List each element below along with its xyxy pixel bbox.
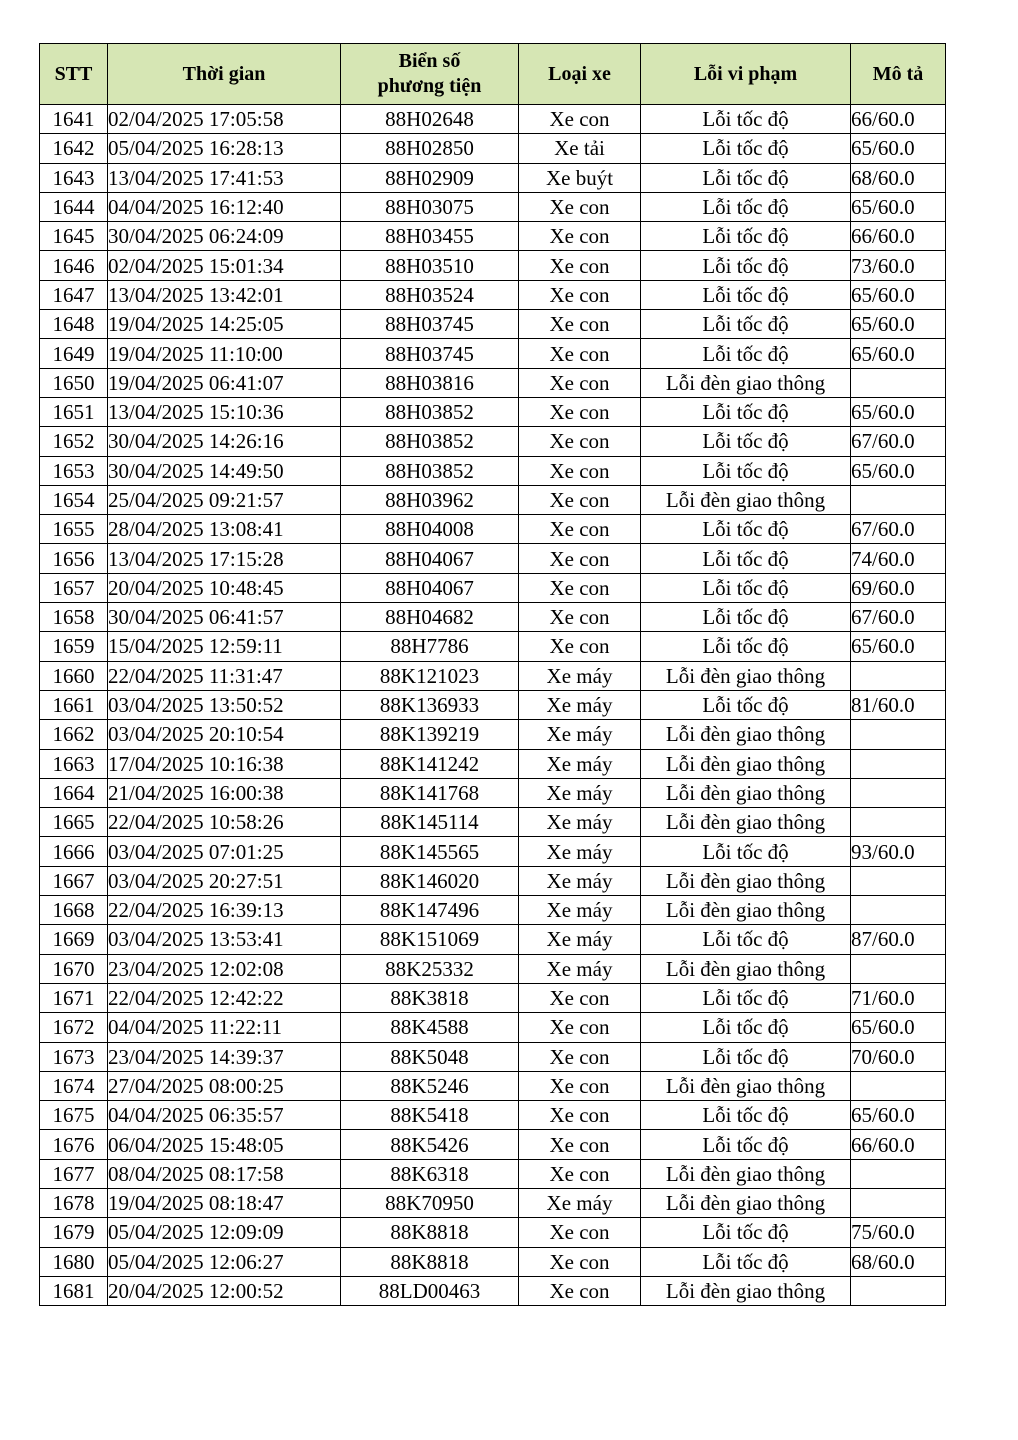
- cell-time: 22/04/2025 10:58:26: [108, 808, 341, 837]
- table-row: [40, 925, 946, 954]
- cell-time: 19/04/2025 14:25:05: [108, 310, 341, 339]
- cell-violation: Lỗi tốc độ: [641, 1042, 851, 1071]
- cell-time: 19/04/2025 11:10:00: [108, 339, 341, 368]
- cell-description: 65/60.0: [851, 456, 946, 485]
- table-row: [40, 866, 946, 895]
- table-row: [40, 485, 946, 514]
- cell-violation: Lỗi tốc độ: [641, 983, 851, 1012]
- cell-time: 21/04/2025 16:00:38: [108, 778, 341, 807]
- cell-violation: Lỗi tốc độ: [641, 310, 851, 339]
- table-row: [40, 661, 946, 690]
- cell-violation: Lỗi tốc độ: [641, 925, 851, 954]
- cell-description: 74/60.0: [851, 544, 946, 573]
- cell-vehicle-type: Xe con: [519, 105, 641, 134]
- cell-description: [851, 1276, 946, 1305]
- cell-plate: 88H03816: [341, 368, 519, 397]
- cell-plate: 88K8818: [341, 1218, 519, 1247]
- table-row: [40, 1247, 946, 1276]
- cell-time: 06/04/2025 15:48:05: [108, 1130, 341, 1159]
- header-violation: Lỗi vi phạm: [641, 44, 851, 105]
- cell-description: 66/60.0: [851, 222, 946, 251]
- cell-stt: 1652: [40, 427, 108, 456]
- cell-stt: 1655: [40, 515, 108, 544]
- cell-violation: Lỗi tốc độ: [641, 134, 851, 163]
- cell-time: 05/04/2025 16:28:13: [108, 134, 341, 163]
- cell-violation: Lỗi tốc độ: [641, 544, 851, 573]
- cell-violation: Lỗi đèn giao thông: [641, 954, 851, 983]
- cell-time: 22/04/2025 12:42:22: [108, 983, 341, 1012]
- cell-plate: 88K70950: [341, 1188, 519, 1217]
- cell-description: [851, 866, 946, 895]
- cell-description: [851, 954, 946, 983]
- table-row: [40, 808, 946, 837]
- cell-plate: 88K5426: [341, 1130, 519, 1159]
- cell-stt: 1674: [40, 1071, 108, 1100]
- cell-time: 19/04/2025 08:18:47: [108, 1188, 341, 1217]
- table-row: [40, 983, 946, 1012]
- table-row: [40, 1013, 946, 1042]
- cell-plate: 88K25332: [341, 954, 519, 983]
- cell-vehicle-type: Xe con: [519, 1042, 641, 1071]
- cell-violation: Lỗi đèn giao thông: [641, 368, 851, 397]
- table-row: [40, 1071, 946, 1100]
- table-row: [40, 1159, 946, 1188]
- cell-plate: 88K121023: [341, 661, 519, 690]
- cell-vehicle-type: Xe máy: [519, 837, 641, 866]
- cell-vehicle-type: Xe con: [519, 1071, 641, 1100]
- cell-vehicle-type: Xe con: [519, 1276, 641, 1305]
- cell-description: 68/60.0: [851, 1247, 946, 1276]
- cell-plate: 88H03524: [341, 280, 519, 309]
- cell-vehicle-type: Xe con: [519, 515, 641, 544]
- cell-vehicle-type: Xe con: [519, 368, 641, 397]
- cell-vehicle-type: Xe con: [519, 1101, 641, 1130]
- cell-vehicle-type: Xe con: [519, 339, 641, 368]
- cell-description: 87/60.0: [851, 925, 946, 954]
- cell-plate: 88K139219: [341, 720, 519, 749]
- cell-description: 67/60.0: [851, 603, 946, 632]
- cell-vehicle-type: Xe máy: [519, 808, 641, 837]
- cell-plate: 88LD00463: [341, 1276, 519, 1305]
- cell-violation: Lỗi tốc độ: [641, 690, 851, 719]
- table-row: [40, 1130, 946, 1159]
- cell-plate: 88H03962: [341, 485, 519, 514]
- table-row: [40, 1276, 946, 1305]
- cell-time: 22/04/2025 11:31:47: [108, 661, 341, 690]
- cell-vehicle-type: Xe con: [519, 310, 641, 339]
- cell-violation: Lỗi tốc độ: [641, 105, 851, 134]
- cell-violation: Lỗi tốc độ: [641, 515, 851, 544]
- cell-violation: Lỗi đèn giao thông: [641, 749, 851, 778]
- cell-plate: 88H04067: [341, 573, 519, 602]
- cell-stt: 1668: [40, 896, 108, 925]
- cell-description: 65/60.0: [851, 1013, 946, 1042]
- cell-plate: 88K3818: [341, 983, 519, 1012]
- cell-vehicle-type: Xe con: [519, 1013, 641, 1042]
- cell-stt: 1680: [40, 1247, 108, 1276]
- table-row: [40, 456, 946, 485]
- cell-description: 68/60.0: [851, 163, 946, 192]
- table-row: [40, 251, 946, 280]
- cell-stt: 1648: [40, 310, 108, 339]
- cell-vehicle-type: Xe con: [519, 192, 641, 221]
- table-row: [40, 1101, 946, 1130]
- cell-stt: 1669: [40, 925, 108, 954]
- cell-description: 65/60.0: [851, 632, 946, 661]
- cell-time: 03/04/2025 20:27:51: [108, 866, 341, 895]
- cell-stt: 1670: [40, 954, 108, 983]
- cell-stt: 1676: [40, 1130, 108, 1159]
- cell-stt: 1658: [40, 603, 108, 632]
- cell-description: [851, 661, 946, 690]
- cell-time: 02/04/2025 17:05:58: [108, 105, 341, 134]
- cell-description: 67/60.0: [851, 427, 946, 456]
- cell-vehicle-type: Xe máy: [519, 925, 641, 954]
- cell-time: 05/04/2025 12:09:09: [108, 1218, 341, 1247]
- cell-description: [851, 485, 946, 514]
- cell-description: [851, 1188, 946, 1217]
- header-vehicle-type: Loại xe: [519, 44, 641, 105]
- table-row: [40, 1188, 946, 1217]
- cell-description: 65/60.0: [851, 1101, 946, 1130]
- cell-vehicle-type: Xe máy: [519, 720, 641, 749]
- cell-plate: 88H03745: [341, 310, 519, 339]
- cell-time: 20/04/2025 12:00:52: [108, 1276, 341, 1305]
- cell-time: 30/04/2025 14:26:16: [108, 427, 341, 456]
- cell-plate: 88H04008: [341, 515, 519, 544]
- header-description: Mô tả: [851, 44, 946, 105]
- cell-violation: Lỗi tốc độ: [641, 163, 851, 192]
- cell-plate: 88H03455: [341, 222, 519, 251]
- table-row: [40, 837, 946, 866]
- cell-stt: 1660: [40, 661, 108, 690]
- table-row: [40, 280, 946, 309]
- cell-vehicle-type: Xe máy: [519, 896, 641, 925]
- cell-time: 02/04/2025 15:01:34: [108, 251, 341, 280]
- cell-stt: 1649: [40, 339, 108, 368]
- table-row: [40, 544, 946, 573]
- cell-plate: 88K136933: [341, 690, 519, 719]
- cell-plate: 88H04067: [341, 544, 519, 573]
- cell-description: 93/60.0: [851, 837, 946, 866]
- cell-violation: Lỗi đèn giao thông: [641, 778, 851, 807]
- table-row: [40, 896, 946, 925]
- cell-description: 75/60.0: [851, 1218, 946, 1247]
- cell-time: 23/04/2025 14:39:37: [108, 1042, 341, 1071]
- cell-stt: 1672: [40, 1013, 108, 1042]
- cell-stt: 1656: [40, 544, 108, 573]
- cell-description: 73/60.0: [851, 251, 946, 280]
- cell-stt: 1651: [40, 397, 108, 426]
- cell-vehicle-type: Xe con: [519, 251, 641, 280]
- cell-stt: 1643: [40, 163, 108, 192]
- cell-plate: 88K4588: [341, 1013, 519, 1042]
- cell-description: 81/60.0: [851, 690, 946, 719]
- cell-vehicle-type: Xe tải: [519, 134, 641, 163]
- cell-time: 13/04/2025 17:15:28: [108, 544, 341, 573]
- cell-vehicle-type: Xe máy: [519, 778, 641, 807]
- cell-plate: 88K5048: [341, 1042, 519, 1071]
- cell-plate: 88K5246: [341, 1071, 519, 1100]
- cell-violation: Lỗi tốc độ: [641, 222, 851, 251]
- cell-stt: 1659: [40, 632, 108, 661]
- cell-vehicle-type: Xe con: [519, 632, 641, 661]
- cell-description: 65/60.0: [851, 397, 946, 426]
- cell-stt: 1647: [40, 280, 108, 309]
- table-row: [40, 192, 946, 221]
- cell-violation: Lỗi tốc độ: [641, 427, 851, 456]
- cell-vehicle-type: Xe con: [519, 397, 641, 426]
- cell-violation: Lỗi đèn giao thông: [641, 896, 851, 925]
- cell-stt: 1681: [40, 1276, 108, 1305]
- table-body: [40, 105, 946, 1306]
- cell-vehicle-type: Xe con: [519, 544, 641, 573]
- cell-vehicle-type: Xe buýt: [519, 163, 641, 192]
- cell-vehicle-type: Xe con: [519, 573, 641, 602]
- cell-time: 03/04/2025 20:10:54: [108, 720, 341, 749]
- cell-stt: 1646: [40, 251, 108, 280]
- table-row: [40, 749, 946, 778]
- cell-time: 25/04/2025 09:21:57: [108, 485, 341, 514]
- table-row: [40, 105, 946, 134]
- table-row: [40, 339, 946, 368]
- cell-stt: 1650: [40, 368, 108, 397]
- cell-plate: 88H03852: [341, 456, 519, 485]
- cell-time: 30/04/2025 06:41:57: [108, 603, 341, 632]
- cell-time: 13/04/2025 13:42:01: [108, 280, 341, 309]
- cell-stt: 1675: [40, 1101, 108, 1130]
- cell-time: 28/04/2025 13:08:41: [108, 515, 341, 544]
- cell-violation: Lỗi tốc độ: [641, 1013, 851, 1042]
- cell-violation: Lỗi đèn giao thông: [641, 485, 851, 514]
- cell-violation: Lỗi tốc độ: [641, 603, 851, 632]
- cell-plate: 88K5418: [341, 1101, 519, 1130]
- cell-time: 04/04/2025 06:35:57: [108, 1101, 341, 1130]
- cell-description: [851, 1071, 946, 1100]
- cell-plate: 88H04682: [341, 603, 519, 632]
- violations-table: [39, 43, 946, 1306]
- cell-plate: 88K146020: [341, 866, 519, 895]
- cell-time: 20/04/2025 10:48:45: [108, 573, 341, 602]
- cell-violation: Lỗi đèn giao thông: [641, 866, 851, 895]
- cell-plate: 88K145114: [341, 808, 519, 837]
- table-row: [40, 515, 946, 544]
- cell-time: 17/04/2025 10:16:38: [108, 749, 341, 778]
- cell-vehicle-type: Xe con: [519, 983, 641, 1012]
- cell-time: 08/04/2025 08:17:58: [108, 1159, 341, 1188]
- cell-plate: 88H03510: [341, 251, 519, 280]
- cell-vehicle-type: Xe máy: [519, 954, 641, 983]
- cell-stt: 1667: [40, 866, 108, 895]
- cell-stt: 1673: [40, 1042, 108, 1071]
- cell-plate: 88K6318: [341, 1159, 519, 1188]
- cell-stt: 1644: [40, 192, 108, 221]
- cell-vehicle-type: Xe máy: [519, 661, 641, 690]
- cell-time: 19/04/2025 06:41:07: [108, 368, 341, 397]
- cell-stt: 1661: [40, 690, 108, 719]
- cell-description: 66/60.0: [851, 1130, 946, 1159]
- cell-plate: 88H03852: [341, 427, 519, 456]
- cell-plate: 88H03745: [341, 339, 519, 368]
- cell-description: 70/60.0: [851, 1042, 946, 1071]
- cell-violation: Lỗi tốc độ: [641, 1101, 851, 1130]
- cell-plate: 88K147496: [341, 896, 519, 925]
- cell-time: 03/04/2025 13:53:41: [108, 925, 341, 954]
- cell-description: [851, 368, 946, 397]
- cell-violation: Lỗi tốc độ: [641, 573, 851, 602]
- cell-description: 65/60.0: [851, 192, 946, 221]
- cell-description: 65/60.0: [851, 134, 946, 163]
- cell-plate: 88K8818: [341, 1247, 519, 1276]
- cell-description: 69/60.0: [851, 573, 946, 602]
- cell-plate: 88H02648: [341, 105, 519, 134]
- cell-stt: 1665: [40, 808, 108, 837]
- table-row: [40, 690, 946, 719]
- cell-time: 03/04/2025 13:50:52: [108, 690, 341, 719]
- cell-time: 05/04/2025 12:06:27: [108, 1247, 341, 1276]
- cell-violation: Lỗi tốc độ: [641, 456, 851, 485]
- table-row: [40, 632, 946, 661]
- table-header: [40, 44, 946, 105]
- cell-vehicle-type: Xe con: [519, 1130, 641, 1159]
- cell-stt: 1662: [40, 720, 108, 749]
- cell-stt: 1657: [40, 573, 108, 602]
- table-row: [40, 954, 946, 983]
- cell-vehicle-type: Xe con: [519, 427, 641, 456]
- cell-violation: Lỗi tốc độ: [641, 397, 851, 426]
- cell-violation: Lỗi tốc độ: [641, 339, 851, 368]
- cell-vehicle-type: Xe con: [519, 456, 641, 485]
- cell-description: 65/60.0: [851, 339, 946, 368]
- cell-violation: Lỗi đèn giao thông: [641, 808, 851, 837]
- cell-description: [851, 1159, 946, 1188]
- cell-vehicle-type: Xe con: [519, 280, 641, 309]
- table-row: [40, 573, 946, 602]
- cell-plate: 88H03075: [341, 192, 519, 221]
- cell-plate: 88K145565: [341, 837, 519, 866]
- cell-plate: 88H02909: [341, 163, 519, 192]
- cell-description: [851, 778, 946, 807]
- header-stt: STT: [40, 44, 108, 105]
- cell-violation: Lỗi tốc độ: [641, 280, 851, 309]
- cell-time: 03/04/2025 07:01:25: [108, 837, 341, 866]
- cell-vehicle-type: Xe con: [519, 485, 641, 514]
- cell-plate: 88H7786: [341, 632, 519, 661]
- cell-vehicle-type: Xe con: [519, 1247, 641, 1276]
- cell-description: [851, 749, 946, 778]
- cell-stt: 1654: [40, 485, 108, 514]
- table-row: [40, 603, 946, 632]
- cell-stt: 1666: [40, 837, 108, 866]
- cell-violation: Lỗi đèn giao thông: [641, 1276, 851, 1305]
- cell-stt: 1641: [40, 105, 108, 134]
- cell-vehicle-type: Xe máy: [519, 866, 641, 895]
- cell-stt: 1642: [40, 134, 108, 163]
- table-row: [40, 134, 946, 163]
- cell-violation: Lỗi đèn giao thông: [641, 1071, 851, 1100]
- cell-stt: 1671: [40, 983, 108, 1012]
- cell-time: 04/04/2025 11:22:11: [108, 1013, 341, 1042]
- cell-violation: Lỗi tốc độ: [641, 1218, 851, 1247]
- cell-description: 67/60.0: [851, 515, 946, 544]
- cell-violation: Lỗi đèn giao thông: [641, 720, 851, 749]
- table-row: [40, 310, 946, 339]
- cell-violation: Lỗi đèn giao thông: [641, 1159, 851, 1188]
- cell-stt: 1678: [40, 1188, 108, 1217]
- cell-time: 04/04/2025 16:12:40: [108, 192, 341, 221]
- cell-stt: 1663: [40, 749, 108, 778]
- header-plate: [341, 44, 519, 105]
- cell-plate: 88H02850: [341, 134, 519, 163]
- cell-time: 13/04/2025 17:41:53: [108, 163, 341, 192]
- cell-vehicle-type: Xe máy: [519, 1188, 641, 1217]
- cell-violation: Lỗi đèn giao thông: [641, 1188, 851, 1217]
- header-plate-line2: phương tiện: [377, 75, 482, 97]
- cell-plate: 88K141242: [341, 749, 519, 778]
- header-time: Thời gian: [108, 44, 341, 105]
- table-row: [40, 1042, 946, 1071]
- cell-description: 71/60.0: [851, 983, 946, 1012]
- cell-description: [851, 896, 946, 925]
- cell-stt: 1664: [40, 778, 108, 807]
- cell-vehicle-type: Xe con: [519, 222, 641, 251]
- cell-time: 13/04/2025 15:10:36: [108, 397, 341, 426]
- cell-violation: Lỗi tốc độ: [641, 837, 851, 866]
- cell-violation: Lỗi tốc độ: [641, 632, 851, 661]
- header-plate-line1: Biển số: [398, 50, 461, 72]
- cell-time: 27/04/2025 08:00:25: [108, 1071, 341, 1100]
- cell-time: 30/04/2025 14:49:50: [108, 456, 341, 485]
- header-row: [40, 44, 946, 105]
- table-row: [40, 720, 946, 749]
- cell-description: 65/60.0: [851, 310, 946, 339]
- cell-violation: Lỗi tốc độ: [641, 251, 851, 280]
- cell-description: 65/60.0: [851, 280, 946, 309]
- cell-time: 23/04/2025 12:02:08: [108, 954, 341, 983]
- cell-description: [851, 720, 946, 749]
- table-row: [40, 397, 946, 426]
- cell-time: 30/04/2025 06:24:09: [108, 222, 341, 251]
- table-row: [40, 368, 946, 397]
- cell-violation: Lỗi tốc độ: [641, 1130, 851, 1159]
- cell-description: 66/60.0: [851, 105, 946, 134]
- cell-time: 15/04/2025 12:59:11: [108, 632, 341, 661]
- cell-vehicle-type: Xe con: [519, 1159, 641, 1188]
- cell-vehicle-type: Xe con: [519, 603, 641, 632]
- cell-description: [851, 808, 946, 837]
- cell-violation: Lỗi tốc độ: [641, 192, 851, 221]
- table-row: [40, 427, 946, 456]
- table-row: [40, 222, 946, 251]
- cell-stt: 1645: [40, 222, 108, 251]
- cell-vehicle-type: Xe máy: [519, 749, 641, 778]
- cell-stt: 1679: [40, 1218, 108, 1247]
- cell-time: 22/04/2025 16:39:13: [108, 896, 341, 925]
- cell-violation: Lỗi tốc độ: [641, 1247, 851, 1276]
- cell-plate: 88H03852: [341, 397, 519, 426]
- table-row: [40, 778, 946, 807]
- cell-plate: 88K141768: [341, 778, 519, 807]
- cell-stt: 1677: [40, 1159, 108, 1188]
- cell-plate: 88K151069: [341, 925, 519, 954]
- cell-stt: 1653: [40, 456, 108, 485]
- cell-vehicle-type: Xe máy: [519, 690, 641, 719]
- cell-vehicle-type: Xe con: [519, 1218, 641, 1247]
- cell-violation: Lỗi đèn giao thông: [641, 661, 851, 690]
- table-row: [40, 163, 946, 192]
- table-row: [40, 1218, 946, 1247]
